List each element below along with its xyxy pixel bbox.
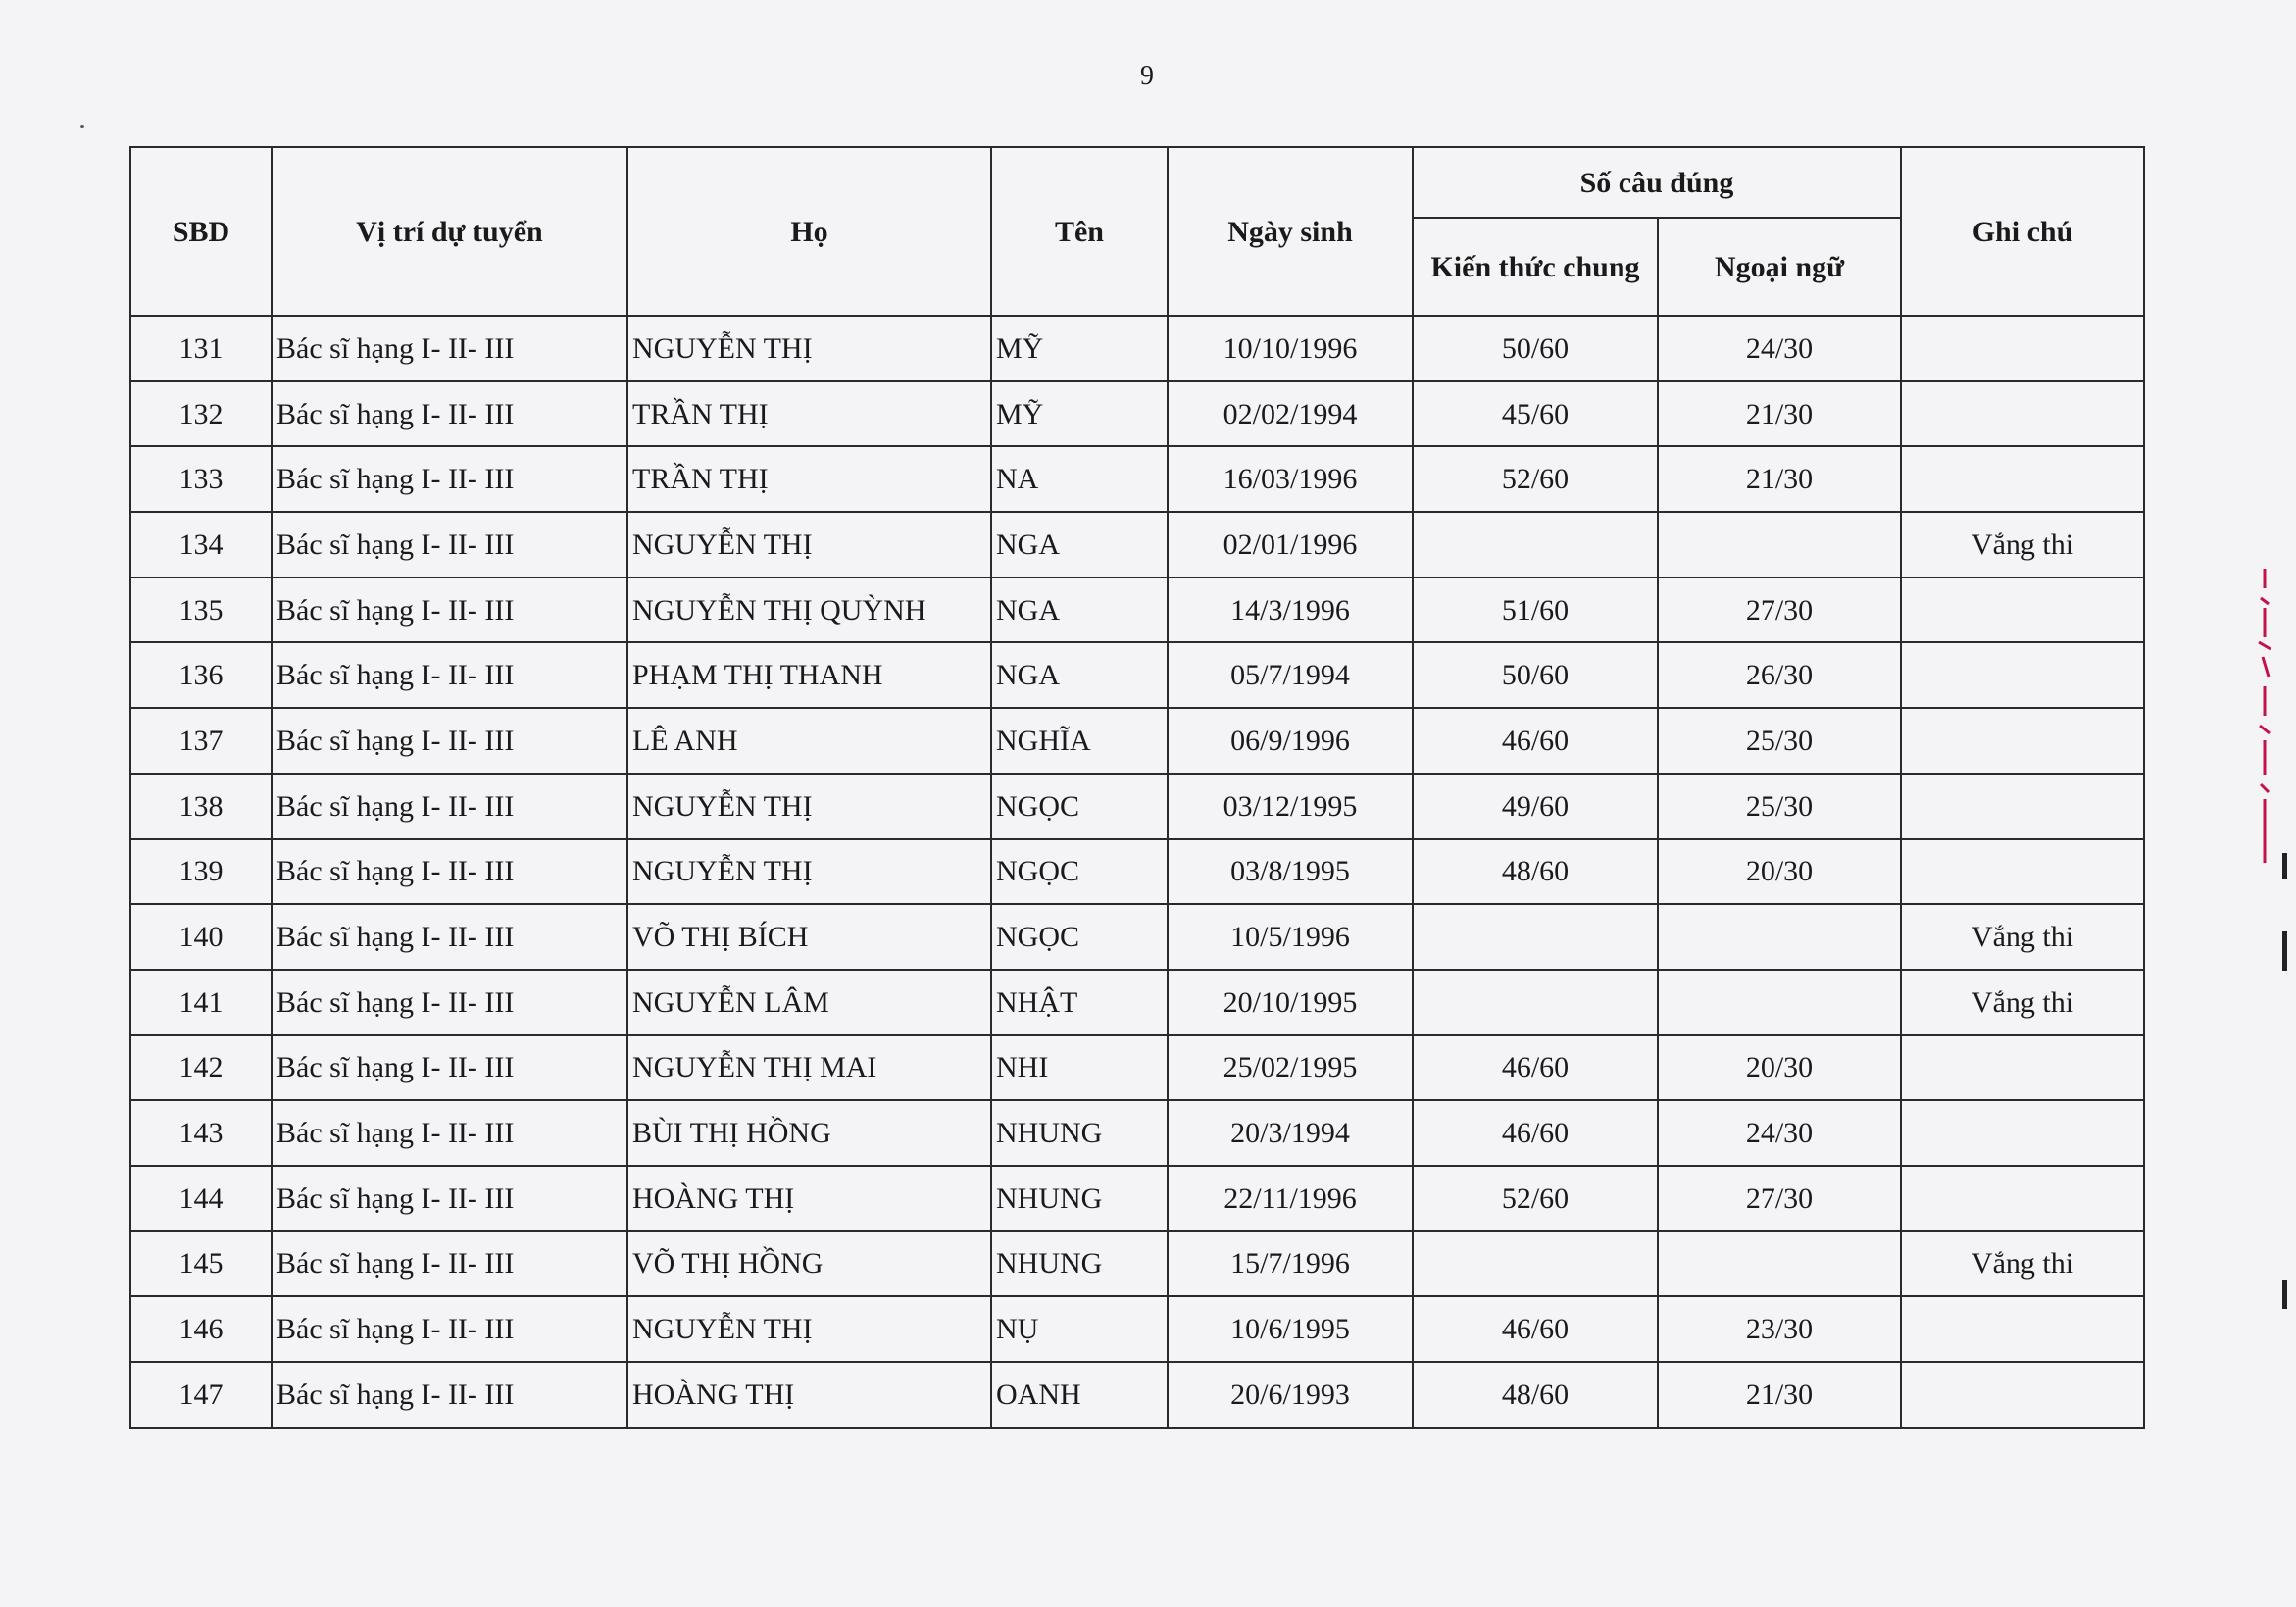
cell-note: Vắng thi	[1901, 1231, 2144, 1297]
table-row	[130, 642, 2144, 708]
cell-dob: 06/9/1996	[1168, 708, 1413, 774]
cell-general-knowledge: 46/60	[1413, 1296, 1658, 1362]
cell-note	[1901, 642, 2144, 708]
cell-position: Bác sĩ hạng I- II- III	[272, 1296, 627, 1362]
cell-note	[1901, 578, 2144, 643]
cell-position: Bác sĩ hạng I- II- III	[272, 316, 627, 381]
results-table	[129, 146, 2145, 1429]
cell-position: Bác sĩ hạng I- II- III	[272, 970, 627, 1035]
cell-sbd: 133	[130, 446, 272, 512]
cell-ten: NGA	[991, 578, 1168, 643]
table-row	[130, 1362, 2144, 1428]
cell-sbd: 134	[130, 512, 272, 578]
cell-ho: NGUYỄN LÂM	[627, 970, 991, 1035]
cell-dob: 22/11/1996	[1168, 1166, 1413, 1231]
table-row	[130, 1231, 2144, 1297]
table-row	[130, 1166, 2144, 1231]
header-position: Vị trí dự tuyển	[272, 147, 627, 316]
table-header	[130, 147, 2144, 316]
cell-foreign-language	[1658, 1231, 1901, 1297]
cell-ten: NHUNG	[991, 1231, 1168, 1297]
scan-edge-mark	[2282, 931, 2287, 971]
cell-foreign-language	[1658, 904, 1901, 970]
scan-dot	[80, 125, 84, 128]
cell-ho: NGUYỄN THỊ	[627, 774, 991, 839]
cell-foreign-language: 24/30	[1658, 316, 1901, 381]
cell-ten: NHUNG	[991, 1100, 1168, 1166]
cell-position: Bác sĩ hạng I- II- III	[272, 708, 627, 774]
cell-general-knowledge: 50/60	[1413, 316, 1658, 381]
cell-ten: NGA	[991, 512, 1168, 578]
table-row	[130, 1100, 2144, 1166]
cell-ho: HOÀNG THỊ	[627, 1362, 991, 1428]
header-ho: Họ	[627, 147, 991, 316]
cell-ho: TRẦN THỊ	[627, 381, 991, 447]
cell-ho: PHẠM THỊ THANH	[627, 642, 991, 708]
table-row	[130, 578, 2144, 643]
cell-position: Bác sĩ hạng I- II- III	[272, 381, 627, 447]
cell-foreign-language: 25/30	[1658, 708, 1901, 774]
cell-position: Bác sĩ hạng I- II- III	[272, 904, 627, 970]
cell-dob: 02/01/1996	[1168, 512, 1413, 578]
cell-sbd: 132	[130, 381, 272, 447]
cell-note	[1901, 1166, 2144, 1231]
table-row	[130, 512, 2144, 578]
cell-foreign-language: 21/30	[1658, 1362, 1901, 1428]
cell-foreign-language: 26/30	[1658, 642, 1901, 708]
cell-ten: NA	[991, 446, 1168, 512]
table-row	[130, 970, 2144, 1035]
cell-general-knowledge: 52/60	[1413, 446, 1658, 512]
cell-sbd: 141	[130, 970, 272, 1035]
cell-ten: NỤ	[991, 1296, 1168, 1362]
cell-general-knowledge: 51/60	[1413, 578, 1658, 643]
cell-dob: 10/6/1995	[1168, 1296, 1413, 1362]
table-body	[130, 316, 2144, 1428]
table-row	[130, 1035, 2144, 1101]
cell-ten: NGHĨA	[991, 708, 1168, 774]
cell-foreign-language: 25/30	[1658, 774, 1901, 839]
header-dob: Ngày sinh	[1168, 147, 1413, 316]
cell-position: Bác sĩ hạng I- II- III	[272, 839, 627, 905]
cell-note: Vắng thi	[1901, 904, 2144, 970]
cell-dob: 10/10/1996	[1168, 316, 1413, 381]
cell-note	[1901, 839, 2144, 905]
cell-general-knowledge	[1413, 1231, 1658, 1297]
cell-ho: NGUYỄN THỊ	[627, 316, 991, 381]
cell-dob: 10/5/1996	[1168, 904, 1413, 970]
cell-ten: NHUNG	[991, 1166, 1168, 1231]
cell-general-knowledge: 49/60	[1413, 774, 1658, 839]
cell-note: Vắng thi	[1901, 512, 2144, 578]
cell-ten: MỸ	[991, 316, 1168, 381]
table-row	[130, 708, 2144, 774]
cell-sbd: 144	[130, 1166, 272, 1231]
cell-ho: NGUYỄN THỊ	[627, 1296, 991, 1362]
cell-note	[1901, 708, 2144, 774]
cell-sbd: 140	[130, 904, 272, 970]
cell-general-knowledge: 46/60	[1413, 1100, 1658, 1166]
cell-note	[1901, 1362, 2144, 1428]
cell-ten: NHI	[991, 1035, 1168, 1101]
header-sbd: SBD	[130, 147, 272, 316]
cell-position: Bác sĩ hạng I- II- III	[272, 642, 627, 708]
cell-foreign-language	[1658, 512, 1901, 578]
table-row	[130, 446, 2144, 512]
cell-dob: 02/02/1994	[1168, 381, 1413, 447]
cell-ho: LÊ ANH	[627, 708, 991, 774]
handwritten-margin-mark	[2255, 569, 2274, 863]
header-correct-group: Số câu đúng	[1413, 147, 1901, 218]
cell-ho: HOÀNG THỊ	[627, 1166, 991, 1231]
cell-ten: NHẬT	[991, 970, 1168, 1035]
cell-sbd: 131	[130, 316, 272, 381]
cell-dob: 14/3/1996	[1168, 578, 1413, 643]
cell-ho: BÙI THỊ HỒNG	[627, 1100, 991, 1166]
cell-ho: VÕ THỊ BÍCH	[627, 904, 991, 970]
cell-ten: NGỌC	[991, 839, 1168, 905]
cell-note	[1901, 1035, 2144, 1101]
cell-dob: 05/7/1994	[1168, 642, 1413, 708]
header-note: Ghi chú	[1901, 147, 2144, 316]
cell-note	[1901, 446, 2144, 512]
cell-ho: NGUYỄN THỊ MAI	[627, 1035, 991, 1101]
table-row	[130, 316, 2144, 381]
scan-edge-mark	[2282, 1280, 2287, 1309]
cell-general-knowledge	[1413, 970, 1658, 1035]
header-ten: Tên	[991, 147, 1168, 316]
cell-dob: 20/10/1995	[1168, 970, 1413, 1035]
cell-note	[1901, 1296, 2144, 1362]
cell-dob: 03/8/1995	[1168, 839, 1413, 905]
cell-position: Bác sĩ hạng I- II- III	[272, 1362, 627, 1428]
cell-sbd: 145	[130, 1231, 272, 1297]
cell-general-knowledge: 48/60	[1413, 1362, 1658, 1428]
cell-foreign-language: 27/30	[1658, 578, 1901, 643]
cell-position: Bác sĩ hạng I- II- III	[272, 1035, 627, 1101]
cell-foreign-language	[1658, 970, 1901, 1035]
cell-dob: 20/3/1994	[1168, 1100, 1413, 1166]
cell-sbd: 146	[130, 1296, 272, 1362]
cell-note	[1901, 1100, 2144, 1166]
cell-dob: 15/7/1996	[1168, 1231, 1413, 1297]
cell-dob: 03/12/1995	[1168, 774, 1413, 839]
cell-sbd: 138	[130, 774, 272, 839]
cell-sbd: 147	[130, 1362, 272, 1428]
cell-note	[1901, 316, 2144, 381]
cell-foreign-language: 20/30	[1658, 1035, 1901, 1101]
cell-ten: MỸ	[991, 381, 1168, 447]
cell-position: Bác sĩ hạng I- II- III	[272, 774, 627, 839]
cell-foreign-language: 23/30	[1658, 1296, 1901, 1362]
cell-general-knowledge: 46/60	[1413, 708, 1658, 774]
cell-dob: 20/6/1993	[1168, 1362, 1413, 1428]
table-row	[130, 904, 2144, 970]
cell-general-knowledge	[1413, 512, 1658, 578]
page-number: 9	[1140, 61, 1154, 91]
cell-general-knowledge: 50/60	[1413, 642, 1658, 708]
cell-ten: NGA	[991, 642, 1168, 708]
cell-sbd: 143	[130, 1100, 272, 1166]
cell-foreign-language: 27/30	[1658, 1166, 1901, 1231]
cell-foreign-language: 20/30	[1658, 839, 1901, 905]
cell-general-knowledge: 52/60	[1413, 1166, 1658, 1231]
table-row	[130, 774, 2144, 839]
table-row	[130, 381, 2144, 447]
cell-note	[1901, 381, 2144, 447]
cell-foreign-language: 21/30	[1658, 381, 1901, 447]
cell-ten: OANH	[991, 1362, 1168, 1428]
cell-dob: 16/03/1996	[1168, 446, 1413, 512]
cell-ho: NGUYỄN THỊ	[627, 512, 991, 578]
table-row	[130, 839, 2144, 905]
scan-edge-mark	[2282, 853, 2287, 879]
cell-position: Bác sĩ hạng I- II- III	[272, 512, 627, 578]
cell-ho: NGUYỄN THỊ	[627, 839, 991, 905]
cell-note: Vắng thi	[1901, 970, 2144, 1035]
cell-foreign-language: 24/30	[1658, 1100, 1901, 1166]
cell-ho: TRẦN THỊ	[627, 446, 991, 512]
cell-position: Bác sĩ hạng I- II- III	[272, 578, 627, 643]
cell-ho: NGUYỄN THỊ QUỲNH	[627, 578, 991, 643]
cell-sbd: 137	[130, 708, 272, 774]
cell-position: Bác sĩ hạng I- II- III	[272, 1231, 627, 1297]
cell-ten: NGỌC	[991, 774, 1168, 839]
cell-general-knowledge: 45/60	[1413, 381, 1658, 447]
cell-general-knowledge	[1413, 904, 1658, 970]
cell-dob: 25/02/1995	[1168, 1035, 1413, 1101]
cell-sbd: 139	[130, 839, 272, 905]
cell-sbd: 135	[130, 578, 272, 643]
cell-position: Bác sĩ hạng I- II- III	[272, 1166, 627, 1231]
cell-sbd: 136	[130, 642, 272, 708]
cell-general-knowledge: 46/60	[1413, 1035, 1658, 1101]
header-general-knowledge: Kiến thức chung	[1413, 218, 1658, 316]
cell-foreign-language: 21/30	[1658, 446, 1901, 512]
cell-position: Bác sĩ hạng I- II- III	[272, 446, 627, 512]
cell-ho: VÕ THỊ HỒNG	[627, 1231, 991, 1297]
table-row	[130, 1296, 2144, 1362]
cell-note	[1901, 774, 2144, 839]
cell-sbd: 142	[130, 1035, 272, 1101]
header-foreign-language: Ngoại ngữ	[1658, 218, 1901, 316]
cell-position: Bác sĩ hạng I- II- III	[272, 1100, 627, 1166]
cell-ten: NGỌC	[991, 904, 1168, 970]
cell-general-knowledge: 48/60	[1413, 839, 1658, 905]
